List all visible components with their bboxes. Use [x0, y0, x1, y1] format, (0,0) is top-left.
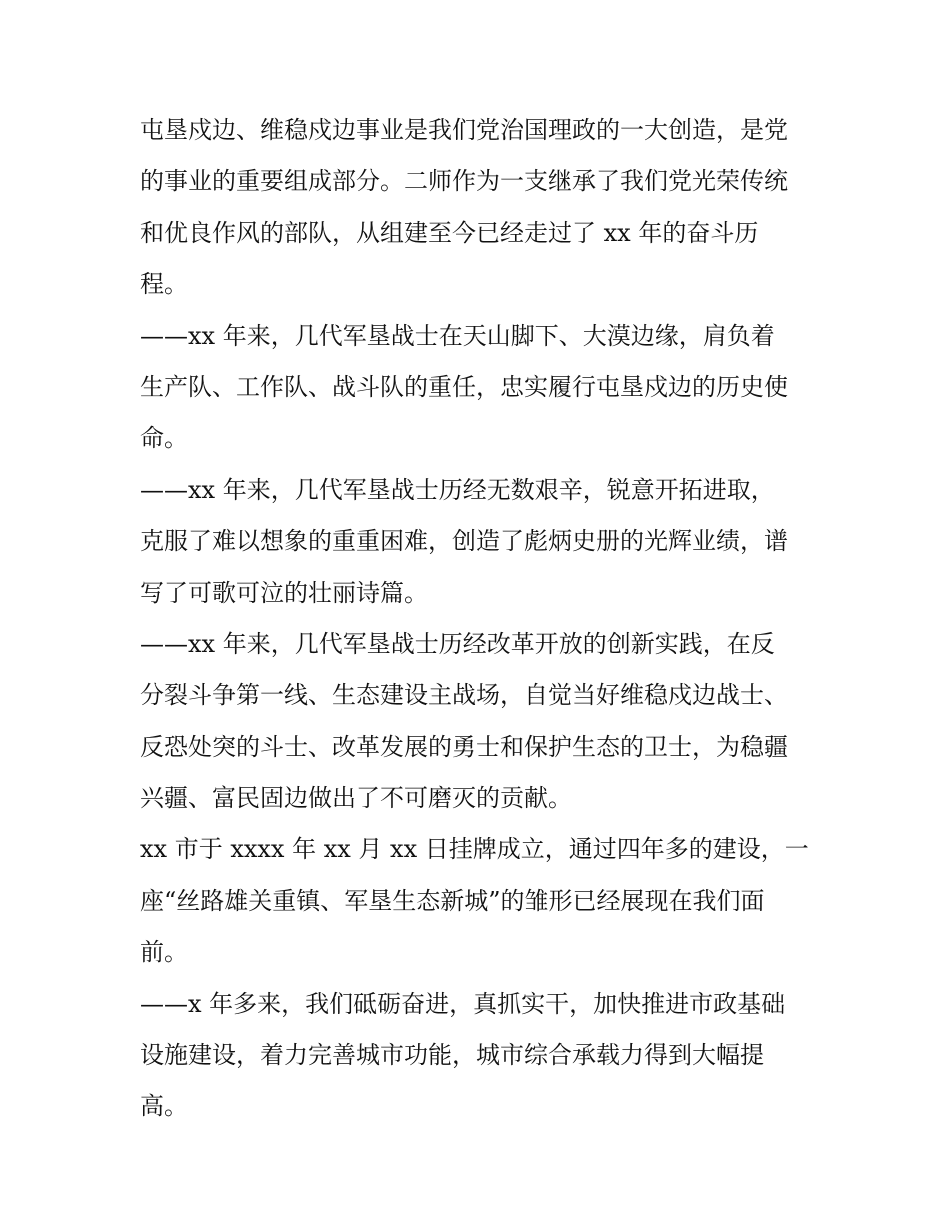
text-line: 前。: [140, 938, 188, 967]
text-line: ——xx 年来，几代军垦战士历经改革开放的创新实践，在反: [140, 629, 775, 658]
text-line: ——xx 年来，几代军垦战士在天山脚下、大漠边缘，肩负着: [140, 321, 775, 350]
text-line: 和优良作风的部队，从组建至今已经走过了 xx 年的奋斗历: [140, 218, 759, 247]
text-line: ——xx 年来，几代军垦战士历经无数艰辛，锐意开拓进取，: [140, 475, 775, 504]
text-line: ——x 年多来，我们砥砺奋进，真抓实干，加快推进市政基础: [140, 989, 786, 1018]
text-line: 高。: [140, 1092, 188, 1121]
text-line: 屯垦戍边、维稳戍边事业是我们党治国理政的一大创造，是党: [140, 116, 788, 144]
document-body: [140, 105, 830, 1133]
text-line: 写了可歌可泣的壮丽诗篇。: [140, 578, 428, 607]
text-line: 座“丝路雄关重镇、军垦生态新城”的雏形已经展现在我们面: [140, 886, 765, 915]
text-line: 命。: [140, 424, 188, 453]
text-line: 程。: [140, 270, 188, 299]
text-line: 生产队、工作队、战斗队的重任，忠实履行屯垦戍边的历史使: [140, 372, 788, 401]
text-line: 兴疆、富民固边做出了不可磨灭的贡献。: [140, 784, 572, 813]
text-line: 克服了难以想象的重重困难，创造了彪炳史册的光辉业绩，谱: [140, 527, 788, 556]
text-line: 反恐处突的斗士、改革发展的勇士和保护生态的卫士，为稳疆: [140, 732, 788, 761]
text-line: 分裂斗争第一线、生态建设主战场，自觉当好维稳戍边战士、: [140, 681, 788, 710]
text-line: 设施建设，着力完善城市功能，城市综合承载力得到大幅提: [140, 1041, 764, 1070]
text-line: 的事业的重要组成部分。二师作为一支继承了我们党光荣传统: [140, 167, 788, 196]
text-line: xx 市于 xxxx 年 xx 月 xx 日挂牌成立，通过四年多的建设，一: [140, 835, 809, 864]
